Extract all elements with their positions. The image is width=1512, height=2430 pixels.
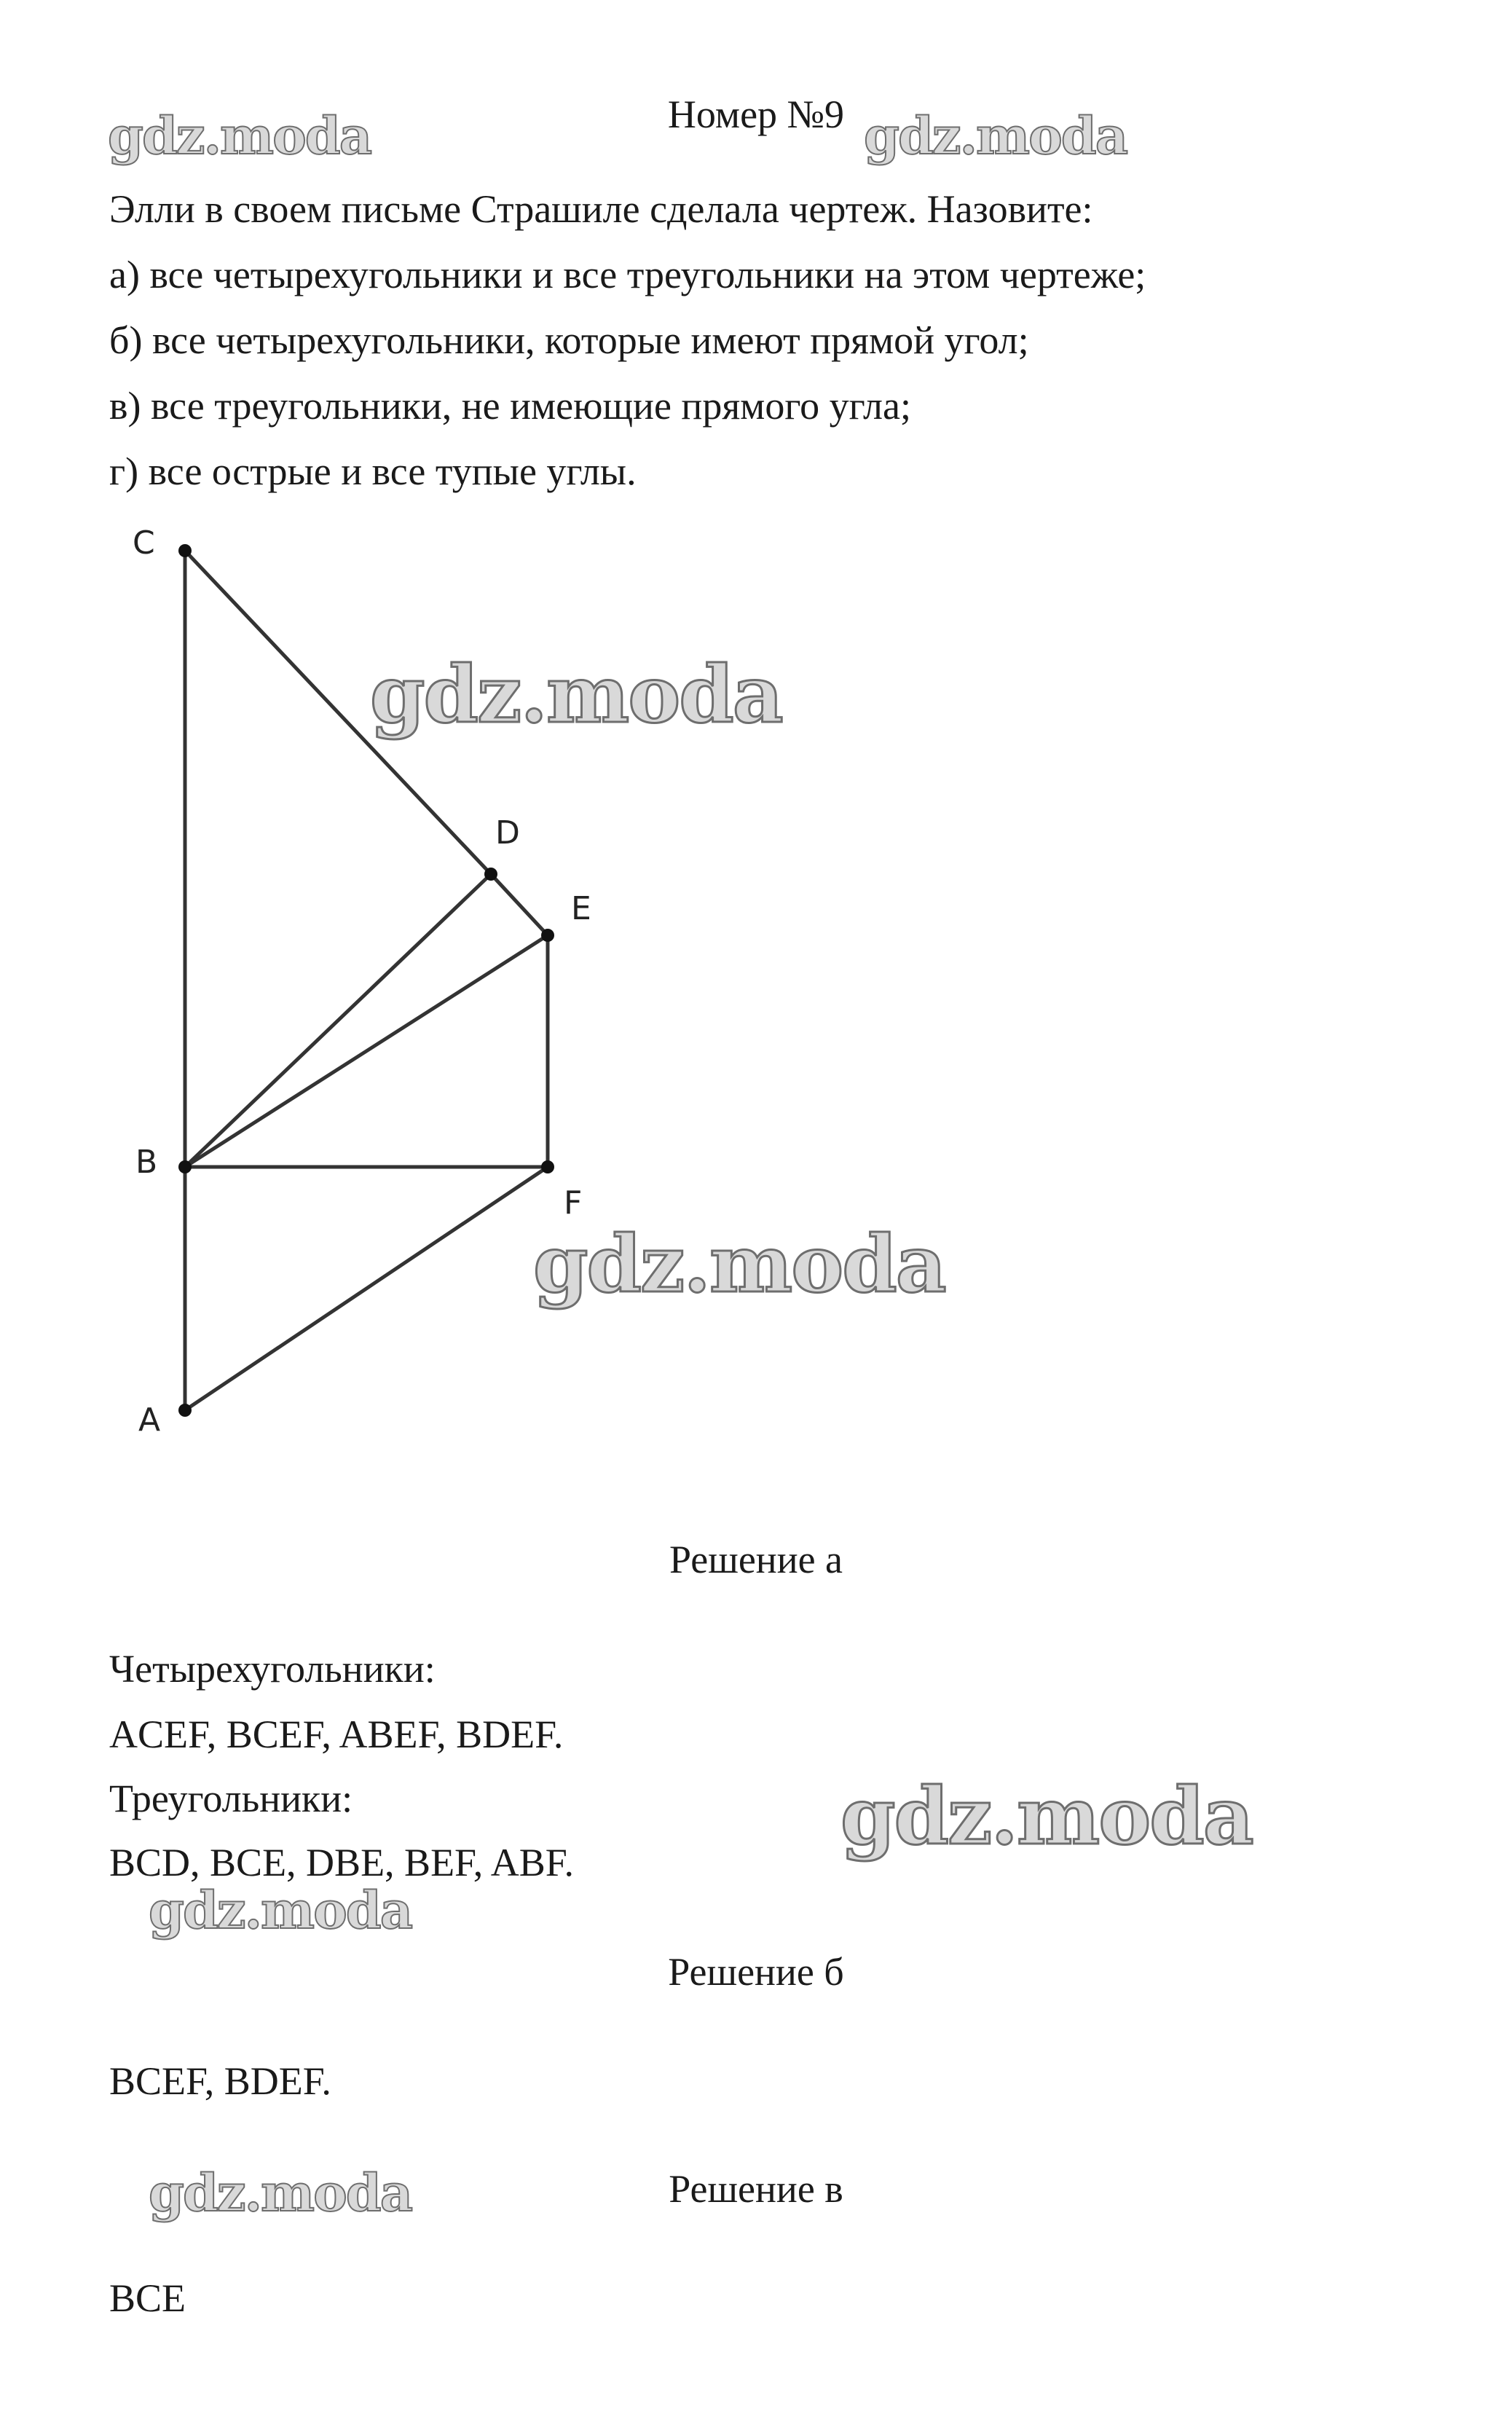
page-title: Номер №9 bbox=[667, 93, 845, 136]
watermark: gdz.moda bbox=[840, 1771, 1253, 1863]
task-item-b: б) все четырехугольники, которые имеют прямой угол; bbox=[109, 318, 1029, 362]
watermark: gdz.moda bbox=[864, 106, 1127, 166]
watermark: gdz.moda bbox=[149, 2163, 412, 2223]
task-item-g: г) все острые и все тупые углы. bbox=[109, 449, 637, 493]
point-label-e: E bbox=[571, 890, 591, 927]
point-f bbox=[541, 1160, 554, 1173]
watermark: gdz.moda bbox=[149, 1880, 412, 1941]
solution-b-answer: BCEF, BDEF. bbox=[109, 2059, 331, 2103]
point-label-a: A bbox=[138, 1401, 161, 1439]
segment-de bbox=[491, 874, 548, 935]
point-label-f: F bbox=[564, 1184, 583, 1222]
watermark: gdz.moda bbox=[108, 106, 371, 166]
task-item-a: а) все четырехугольники и все треугольники на этом чертеже; bbox=[109, 253, 1146, 296]
segment-be bbox=[185, 935, 548, 1167]
point-e bbox=[541, 929, 554, 942]
watermark: gdz.moda bbox=[370, 649, 782, 741]
task-intro: Элли в своем письме Страшиле сделала чертеж. Назовите: bbox=[109, 187, 1093, 231]
point-label-b: B bbox=[135, 1144, 158, 1181]
solution-a-heading: Решение а bbox=[669, 1538, 843, 1581]
solution-v-heading: Решение в bbox=[669, 2167, 843, 2211]
task-item-v: в) все треугольники, не имеющие прямого угла; bbox=[109, 384, 911, 428]
point-label-c: C bbox=[133, 524, 155, 562]
point-label-d: D bbox=[495, 814, 520, 852]
segment-cd bbox=[185, 551, 491, 874]
solution-b-heading: Решение б bbox=[668, 1950, 844, 1994]
tris-answer: BCD, BCE, DBE, BEF, ABF. bbox=[109, 1841, 575, 1884]
point-c bbox=[178, 544, 192, 557]
point-b bbox=[178, 1160, 192, 1173]
watermark: gdz.moda bbox=[533, 1219, 945, 1310]
segment-bd bbox=[185, 874, 491, 1167]
solution-v-answer: BCE bbox=[109, 2276, 186, 2320]
quads-answer: ACEF, BCEF, ABEF, BDEF. bbox=[109, 1713, 564, 1756]
tris-label: Треугольники: bbox=[109, 1777, 353, 1820]
point-a bbox=[178, 1404, 192, 1417]
quads-label: Четырехугольники: bbox=[109, 1647, 436, 1691]
point-d bbox=[484, 868, 497, 881]
segment-af bbox=[185, 1167, 548, 1410]
